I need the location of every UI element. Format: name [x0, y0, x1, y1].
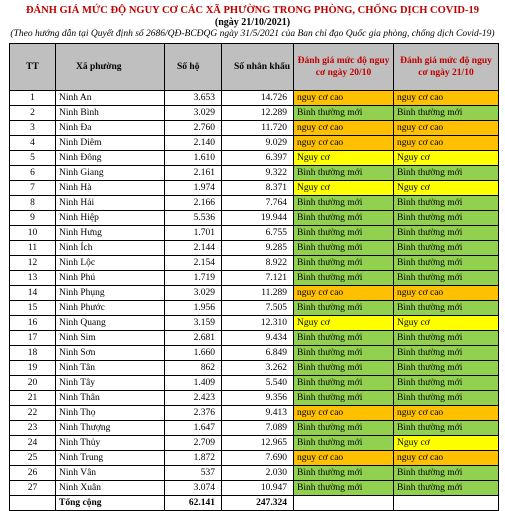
table-row	[10, 316, 499, 331]
population-count: 14.726	[222, 91, 294, 106]
household-count: 3.029	[165, 286, 222, 301]
risk-level-20: Bình thường mới	[294, 466, 394, 481]
household-count: 2.140	[165, 136, 222, 151]
risk-level-20: nguy cơ cao	[294, 121, 394, 136]
table-row	[10, 166, 499, 181]
row-number: 17	[10, 331, 56, 346]
population-count: 9.356	[222, 391, 294, 406]
total-households: 62.141	[165, 496, 222, 511]
population-count: 9.285	[222, 241, 294, 256]
population-count: 8.922	[222, 256, 294, 271]
risk-level-20: Nguy cơ	[294, 151, 394, 166]
population-count: 9.322	[222, 166, 294, 181]
col-header-households: Số hộ	[165, 44, 222, 91]
ward-name: Ninh Vân	[56, 466, 165, 481]
table-row	[10, 181, 499, 196]
table-row	[10, 466, 499, 481]
household-count: 1.409	[165, 376, 222, 391]
population-count: 6.755	[222, 226, 294, 241]
risk-level-21: Nguy cơ	[394, 181, 499, 196]
risk-level-20: Bình thường mới	[294, 106, 394, 121]
population-count: 12.310	[222, 316, 294, 331]
row-number: 21	[10, 391, 56, 406]
ward-name: Ninh Ích	[56, 241, 165, 256]
risk-assessment-table	[9, 43, 499, 511]
table-row	[10, 346, 499, 361]
table-row	[10, 331, 499, 346]
household-count: 3.159	[165, 316, 222, 331]
household-count: 1.719	[165, 271, 222, 286]
table-row	[10, 151, 499, 166]
household-count: 1.647	[165, 421, 222, 436]
ward-name: Ninh Phú	[56, 271, 165, 286]
household-count: 3.653	[165, 91, 222, 106]
ward-name: Ninh Thủy	[56, 436, 165, 451]
risk-level-20: Bình thường mới	[294, 226, 394, 241]
row-number: 10	[10, 226, 56, 241]
risk-level-20: Bình thường mới	[294, 211, 394, 226]
table-row	[10, 286, 499, 301]
household-count: 2.681	[165, 331, 222, 346]
table-row	[10, 271, 499, 286]
row-number: 6	[10, 166, 56, 181]
row-number: 13	[10, 271, 56, 286]
ward-name: Ninh Phước	[56, 301, 165, 316]
population-count: 9.413	[222, 406, 294, 421]
population-count: 12.289	[222, 106, 294, 121]
row-number: 19	[10, 361, 56, 376]
row-number: 16	[10, 316, 56, 331]
row-number: 5	[10, 151, 56, 166]
risk-level-21: Bình thường mới	[394, 376, 499, 391]
col-header-population: Số nhân khẩu	[222, 44, 294, 91]
household-count: 3.029	[165, 106, 222, 121]
risk-level-21: Bình thường mới	[394, 106, 499, 121]
risk-level-21: nguy cơ cao	[394, 91, 499, 106]
household-count: 1.956	[165, 301, 222, 316]
population-count: 2.030	[222, 466, 294, 481]
row-number: 14	[10, 286, 56, 301]
household-count: 2.423	[165, 391, 222, 406]
risk-level-21: Nguy cơ	[394, 436, 499, 451]
table-row	[10, 436, 499, 451]
risk-level-20: nguy cơ cao	[294, 136, 394, 151]
population-count: 7.089	[222, 421, 294, 436]
risk-level-20: Bình thường mới	[294, 391, 394, 406]
household-count: 2.709	[165, 436, 222, 451]
risk-level-20: Bình thường mới	[294, 196, 394, 211]
risk-level-20: nguy cơ cao	[294, 91, 394, 106]
table-row	[10, 256, 499, 271]
report-title: ĐÁNH GIÁ MỨC ĐỘ NGUY CƠ CÁC XÃ PHƯỜNG TRONG PHÒNG, CHỐNG DỊCH COVID-19	[25, 5, 480, 16]
population-count: 5.540	[222, 376, 294, 391]
population-count: 12.965	[222, 436, 294, 451]
row-number: 2	[10, 106, 56, 121]
ward-name: Ninh Thân	[56, 391, 165, 406]
population-count: 7.690	[222, 451, 294, 466]
risk-level-21: Bình thường mới	[394, 361, 499, 376]
risk-level-21: nguy cơ cao	[394, 451, 499, 466]
table-row	[10, 106, 499, 121]
household-count: 5.536	[165, 211, 222, 226]
household-count: 1.872	[165, 451, 222, 466]
household-count: 3.074	[165, 481, 222, 496]
risk-level-20: Bình thường mới	[294, 331, 394, 346]
risk-level-21: nguy cơ cao	[394, 121, 499, 136]
population-count: 11.289	[222, 286, 294, 301]
population-count: 11.720	[222, 121, 294, 136]
risk-level-21: Bình thường mới	[394, 301, 499, 316]
col-header-tt: TT	[10, 44, 56, 91]
risk-level-21: Bình thường mới	[394, 421, 499, 436]
row-number: 23	[10, 421, 56, 436]
risk-level-21: Bình thường mới	[394, 241, 499, 256]
row-number: 27	[10, 481, 56, 496]
household-count: 1.660	[165, 346, 222, 361]
col-header-risk-20: Đánh giá mức độ nguy cơ ngày 20/10	[294, 44, 394, 91]
table-row	[10, 211, 499, 226]
risk-level-21: nguy cơ cao	[394, 136, 499, 151]
col-header-risk-21: Đánh giá mức độ nguy cơ ngày 21/10	[394, 44, 499, 91]
risk-level-20: Bình thường mới	[294, 346, 394, 361]
table-row	[10, 451, 499, 466]
row-number: 22	[10, 406, 56, 421]
household-count: 2.154	[165, 256, 222, 271]
household-count: 2.166	[165, 196, 222, 211]
population-count: 7.505	[222, 301, 294, 316]
table-row	[10, 91, 499, 106]
total-empty-cell	[294, 496, 394, 511]
risk-level-20: nguy cơ cao	[294, 286, 394, 301]
total-empty-cell	[10, 496, 56, 511]
risk-level-21: Bình thường mới	[394, 391, 499, 406]
ward-name: Ninh Diêm	[56, 136, 165, 151]
household-count: 1.701	[165, 226, 222, 241]
population-count: 19.944	[222, 211, 294, 226]
ward-name: Ninh Hưng	[56, 226, 165, 241]
risk-level-20: nguy cơ cao	[294, 406, 394, 421]
col-header-ward: Xã phường	[56, 44, 165, 91]
risk-level-21: Bình thường mới	[394, 226, 499, 241]
household-count: 1.974	[165, 181, 222, 196]
table-row	[10, 136, 499, 151]
ward-name: Ninh Hiệp	[56, 211, 165, 226]
ward-name: Ninh Thượng	[56, 421, 165, 436]
risk-level-20: Bình thường mới	[294, 376, 394, 391]
row-number: 8	[10, 196, 56, 211]
ward-name: Ninh An	[56, 91, 165, 106]
population-count: 3.262	[222, 361, 294, 376]
risk-level-21: Bình thường mới	[394, 166, 499, 181]
risk-level-21: Bình thường mới	[394, 196, 499, 211]
table-row	[10, 376, 499, 391]
risk-level-21: Nguy cơ	[394, 151, 499, 166]
ward-name: Ninh Lộc	[56, 256, 165, 271]
household-count: 2.376	[165, 406, 222, 421]
risk-level-20: Nguy cơ	[294, 316, 394, 331]
table-row	[10, 391, 499, 406]
table-row	[10, 481, 499, 496]
population-count: 7.764	[222, 196, 294, 211]
row-number: 9	[10, 211, 56, 226]
row-number: 4	[10, 136, 56, 151]
table-header-row	[10, 44, 499, 91]
row-number: 12	[10, 256, 56, 271]
risk-level-20: Bình thường mới	[294, 421, 394, 436]
risk-level-20: Bình thường mới	[294, 241, 394, 256]
table-row	[10, 406, 499, 421]
table-row	[10, 301, 499, 316]
population-count: 9.434	[222, 331, 294, 346]
risk-level-21: Bình thường mới	[394, 271, 499, 286]
table-row	[10, 226, 499, 241]
table-row	[10, 121, 499, 136]
table-row	[10, 421, 499, 436]
risk-level-21: Bình thường mới	[394, 256, 499, 271]
row-number: 25	[10, 451, 56, 466]
table-body	[10, 91, 499, 511]
ward-name: Ninh Giang	[56, 166, 165, 181]
risk-level-21: nguy cơ cao	[394, 406, 499, 421]
household-count: 537	[165, 466, 222, 481]
risk-level-20: Nguy cơ	[294, 181, 394, 196]
ward-name: Ninh Phụng	[56, 286, 165, 301]
household-count: 2.161	[165, 166, 222, 181]
table-row	[10, 241, 499, 256]
row-number: 1	[10, 91, 56, 106]
row-number: 24	[10, 436, 56, 451]
ward-name: Ninh Đông	[56, 151, 165, 166]
population-count: 6.849	[222, 346, 294, 361]
risk-level-20: Bình thường mới	[294, 271, 394, 286]
table-row	[10, 361, 499, 376]
total-label: Tổng cộng	[56, 496, 165, 511]
row-number: 15	[10, 301, 56, 316]
risk-level-20: Bình thường mới	[294, 256, 394, 271]
risk-level-20: Bình thường mới	[294, 361, 394, 376]
population-count: 8.371	[222, 181, 294, 196]
ward-name: Ninh Hải	[56, 196, 165, 211]
ward-name: Ninh Tân	[56, 361, 165, 376]
risk-level-20: Bình thường mới	[294, 436, 394, 451]
ward-name: Ninh Sim	[56, 331, 165, 346]
population-count: 10.947	[222, 481, 294, 496]
ward-name: Ninh Xuân	[56, 481, 165, 496]
report-header	[0, 0, 505, 40]
ward-name: Ninh Trung	[56, 451, 165, 466]
risk-level-20: Bình thường mới	[294, 166, 394, 181]
ward-name: Ninh Hà	[56, 181, 165, 196]
row-number: 11	[10, 241, 56, 256]
risk-level-21: Bình thường mới	[394, 211, 499, 226]
risk-level-21: Bình thường mới	[394, 346, 499, 361]
total-row	[10, 496, 499, 511]
population-count: 9.029	[222, 136, 294, 151]
population-count: 6.397	[222, 151, 294, 166]
table-row	[10, 196, 499, 211]
household-count: 862	[165, 361, 222, 376]
total-population: 247.324	[222, 496, 294, 511]
risk-level-21: nguy cơ cao	[394, 286, 499, 301]
ward-name: Ninh Thọ	[56, 406, 165, 421]
ward-name: Ninh Sơn	[56, 346, 165, 361]
row-number: 20	[10, 376, 56, 391]
population-count: 7.121	[222, 271, 294, 286]
risk-level-21: Bình thường mới	[394, 481, 499, 496]
household-count: 2.144	[165, 241, 222, 256]
risk-level-21: Bình thường mới	[394, 331, 499, 346]
row-number: 26	[10, 466, 56, 481]
ward-name: Ninh Đa	[56, 121, 165, 136]
row-number: 3	[10, 121, 56, 136]
risk-level-20: Bình thường mới	[294, 481, 394, 496]
total-empty-cell	[394, 496, 499, 511]
ward-name: Ninh Bình	[56, 106, 165, 121]
risk-level-20: Bình thường mới	[294, 301, 394, 316]
report-date: (ngày 21/10/2021)	[214, 17, 291, 28]
household-count: 1.610	[165, 151, 222, 166]
household-count: 2.760	[165, 121, 222, 136]
report-note: (Theo hướng dẫn tại Quyết định số 2686/QĐ-BCĐQG ngày 31/5/2021 của Ban chỉ đạo Quốc gia phòng, chống dịch Covid-19)	[10, 29, 495, 39]
risk-level-20: nguy cơ cao	[294, 451, 394, 466]
ward-name: Ninh Quang	[56, 316, 165, 331]
ward-name: Ninh Tây	[56, 376, 165, 391]
risk-level-21: Nguy cơ	[394, 316, 499, 331]
risk-level-21: Bình thường mới	[394, 466, 499, 481]
row-number: 18	[10, 346, 56, 361]
row-number: 7	[10, 181, 56, 196]
